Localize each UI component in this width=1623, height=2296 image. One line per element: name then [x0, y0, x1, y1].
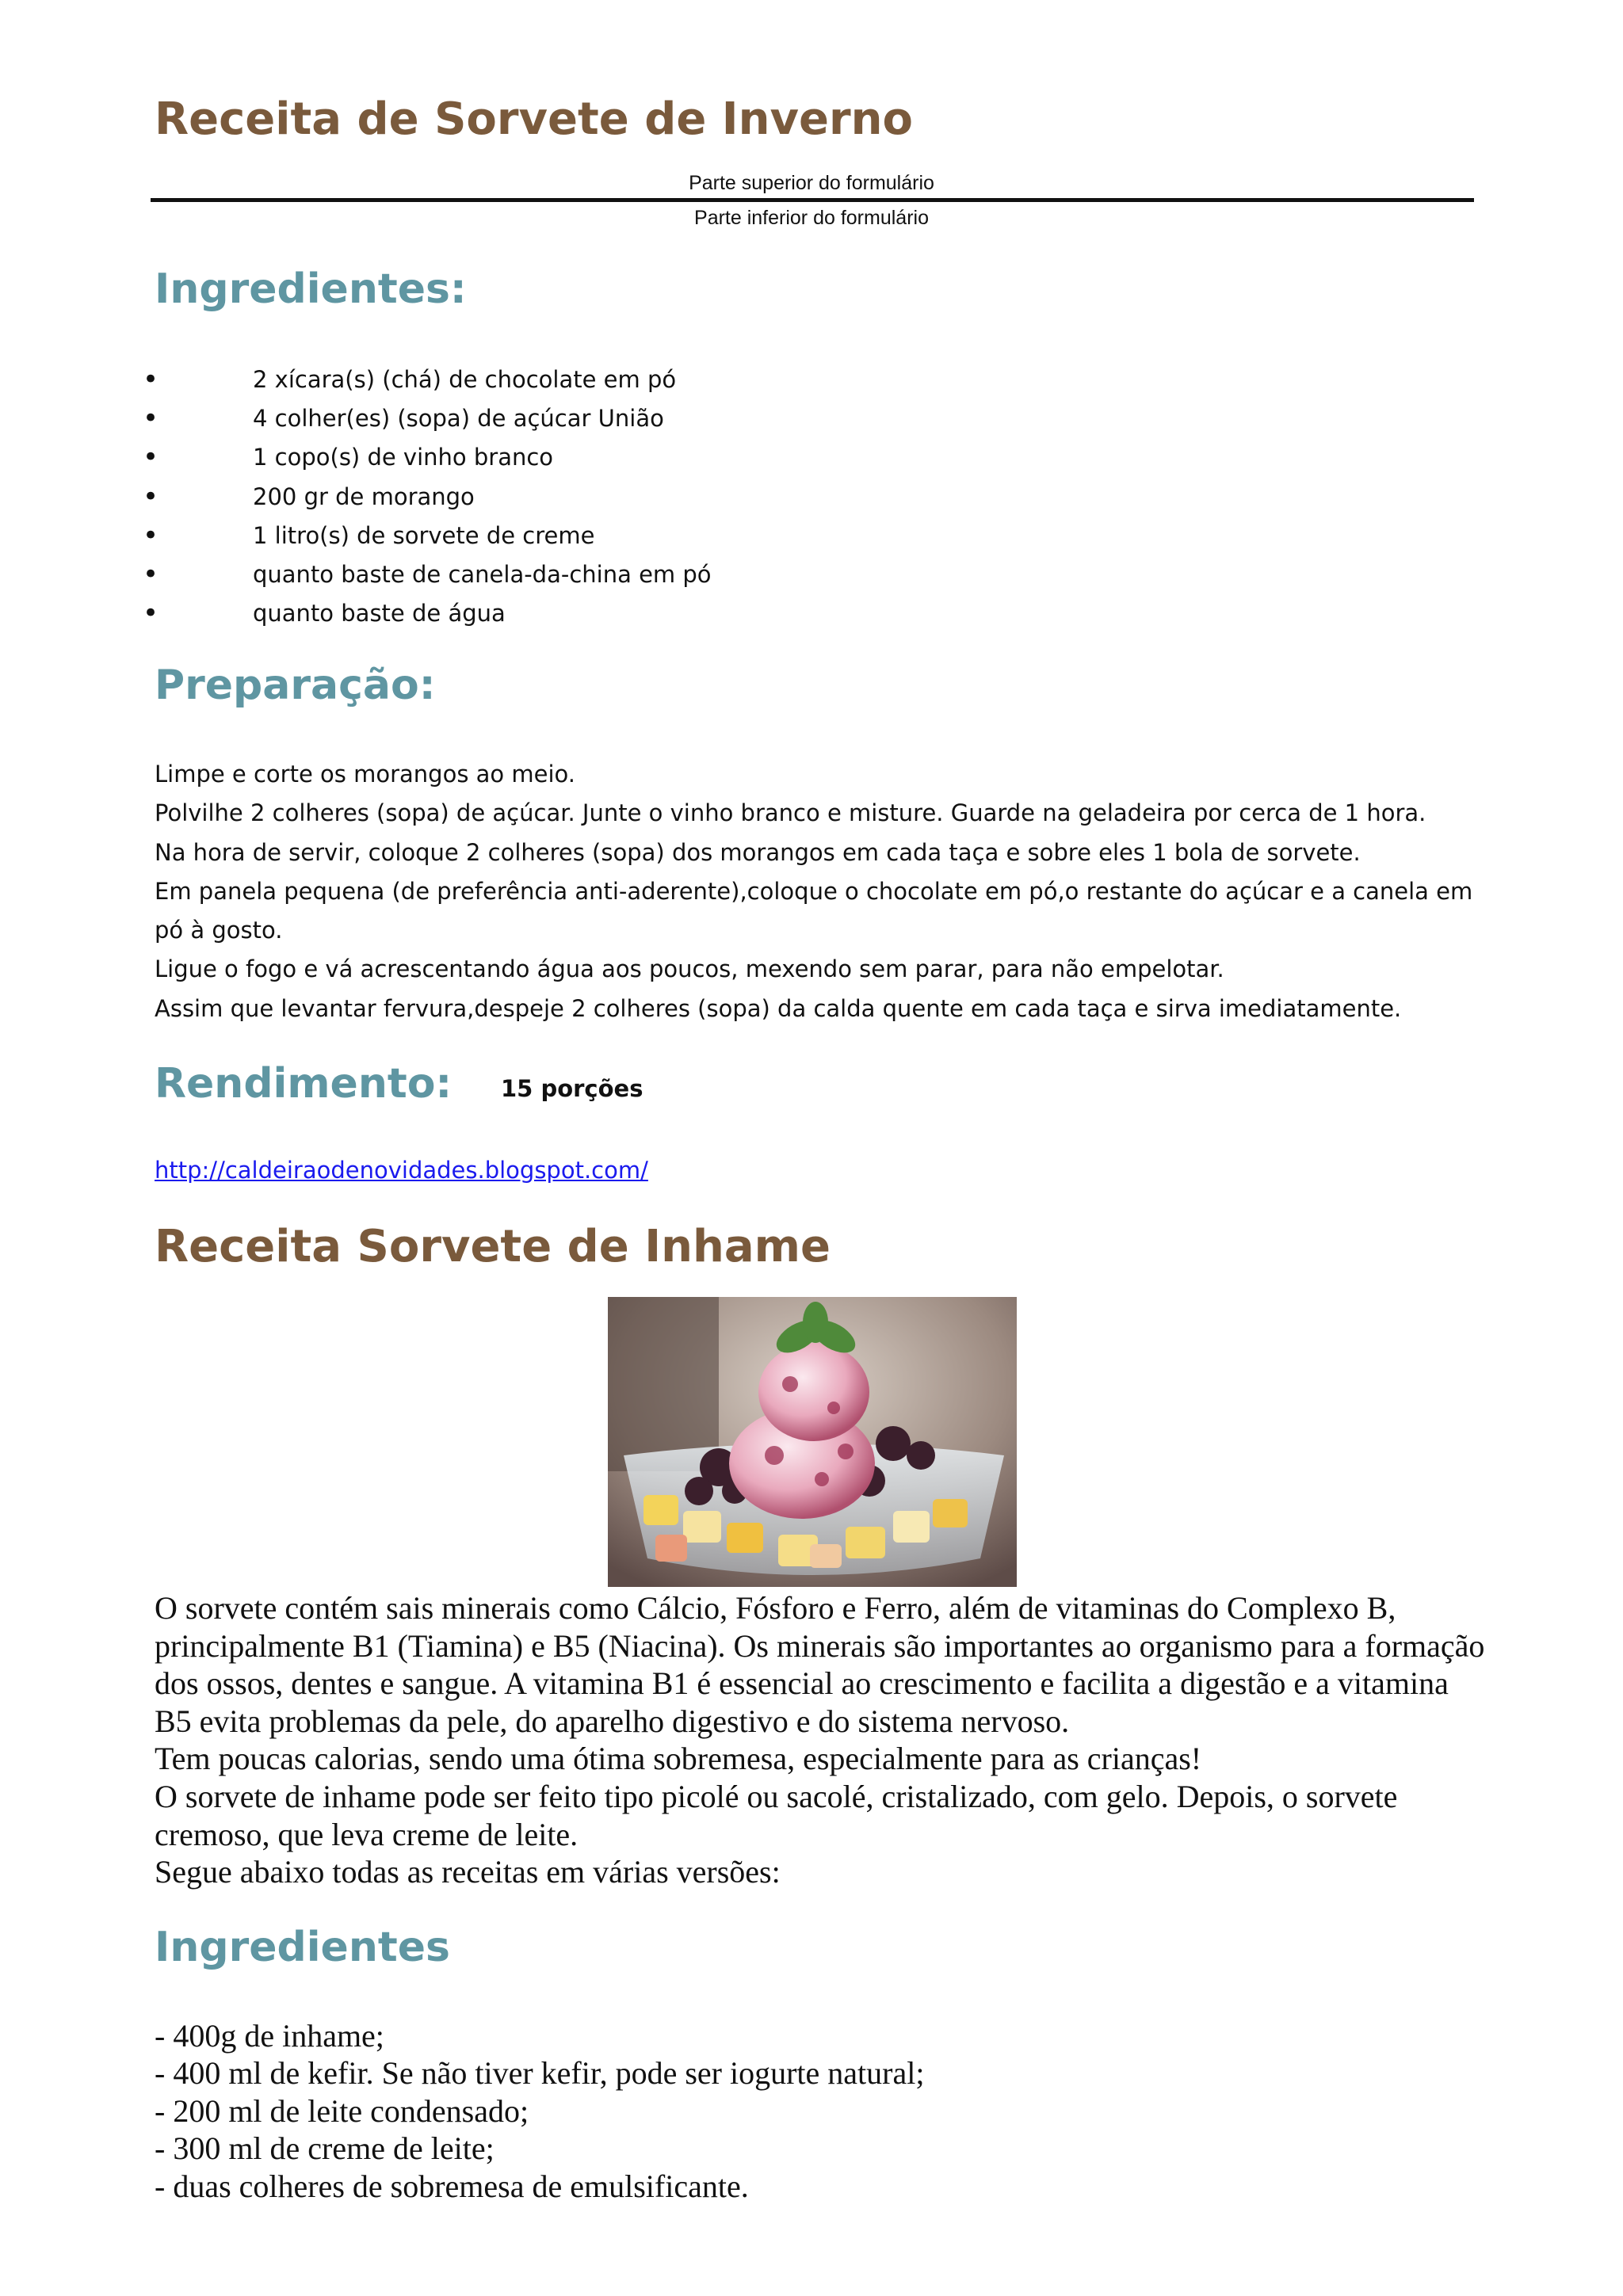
list-item: - 400g de inhame;	[155, 2018, 384, 2054]
bullet-icon: •	[143, 519, 159, 551]
recipe2-ingredients-list	[155, 2017, 1486, 2205]
preparation-steps	[155, 755, 1486, 1028]
info-paragraph: O sorvete de inhame pode ser feito tipo picolé ou sacolé, cristalizado, com gelo. Depois, o sorvete cremoso, que leva creme de leite.	[155, 1778, 1398, 1852]
form-top-label: Parte superior do formulário	[689, 172, 934, 194]
bullet-icon: •	[143, 364, 159, 395]
bullet-icon: •	[143, 441, 159, 474]
list-item: - 300 ml de creme de leite;	[155, 2130, 495, 2167]
preparation-step: Polvilhe 2 colheres (sopa) de açúcar. Junte o vinho branco e misture. Guarde na geladeira por cerca de 1 hora.	[155, 799, 1426, 827]
preparation-heading: Preparação:	[155, 662, 436, 709]
info-paragraph: Tem poucas calorias, sendo uma ótima sobremesa, especialmente para as crianças!	[155, 1741, 1202, 1777]
list-item: - 200 ml de leite condensado;	[155, 2092, 529, 2129]
list-item	[143, 555, 856, 594]
list-item	[143, 438, 856, 477]
preparation-step: Na hora de servir, coloque 2 colheres (sopa) dos morangos em cada taça e sobre eles 1 bola de sorvete.	[155, 838, 1361, 866]
list-item	[143, 399, 856, 438]
source-link[interactable]: http://caldeiraodenovidades.blogspot.com/	[155, 1157, 648, 1184]
yield-value: 15 porções	[501, 1075, 643, 1102]
preparation-step: Em panela pequena (de preferência anti-aderente),coloque o chocolate em pó,o restante do açúcar e a canela em pó à gosto.	[155, 877, 1473, 944]
list-item	[143, 478, 856, 517]
ice-cream-photo	[608, 1297, 1017, 1587]
preparation-step: Ligue o fogo e vá acrescentando água aos poucos, mexendo sem parar, para não empelotar.	[155, 955, 1224, 983]
ingredient-text: quanto baste de canela-da-china em pó	[253, 560, 712, 588]
bullet-icon: •	[143, 558, 159, 590]
list-item: - 400 ml de kefir. Se não tiver kefir, pode ser iogurte natural;	[155, 2055, 925, 2092]
preparation-step: Assim que levantar fervura,despeje 2 colheres (sopa) da calda quente em cada taça e sirva imediatamente.	[155, 994, 1402, 1022]
ingredient-text: 2 xícara(s) (chá) de chocolate em pó	[253, 366, 677, 393]
info-paragraph: Segue abaixo todas as receitas em várias versões:	[155, 1854, 781, 1890]
ingredients-heading: Ingredientes:	[155, 265, 467, 313]
ingredient-text: 200 gr de morango	[253, 482, 475, 510]
list-item	[143, 360, 856, 399]
recipe2-title: Receita Sorvete de Inhame	[155, 1221, 831, 1272]
form-divider	[151, 198, 1474, 202]
list-item: - duas colheres de sobremesa de emulsificante.	[155, 2168, 749, 2204]
list-item	[143, 517, 856, 555]
ingredient-text: 1 copo(s) de vinho branco	[253, 444, 554, 471]
ingredients-list	[143, 360, 856, 633]
form-bottom-label: Parte inferior do formulário	[694, 207, 929, 229]
list-item	[143, 594, 856, 633]
bullet-icon: •	[143, 402, 159, 435]
bullet-icon: •	[143, 597, 159, 630]
ingredient-text: 4 colher(es) (sopa) de açúcar União	[253, 405, 664, 433]
ingredient-text: 1 litro(s) de sorvete de creme	[253, 521, 595, 549]
ingredient-text: quanto baste de água	[253, 600, 506, 627]
recipe1-title: Receita de Sorvete de Inverno	[155, 93, 913, 145]
preparation-step: Limpe e corte os morangos ao meio.	[155, 761, 575, 788]
recipe2-ingredients-heading: Ingredientes	[155, 1924, 450, 1971]
bullet-icon: •	[143, 480, 159, 513]
yield-heading: Rendimento:	[155, 1060, 453, 1108]
nutrition-info	[155, 1589, 1486, 1891]
info-paragraph: O sorvete contém sais minerais como Cálcio, Fósforo e Ferro, além de vitaminas do Complexo B, principalmente B1 (Tiamina) e B5 (Niacina). Os minerais são importantes ao organismo para a formação dos ossos, dentes e sangue. A vitamina B1 é essencial ao crescimento e facilita a digestão e a vitamina B5 evita problemas da pele, do aparelho digestivo e do sistema nervoso.	[155, 1590, 1485, 1739]
